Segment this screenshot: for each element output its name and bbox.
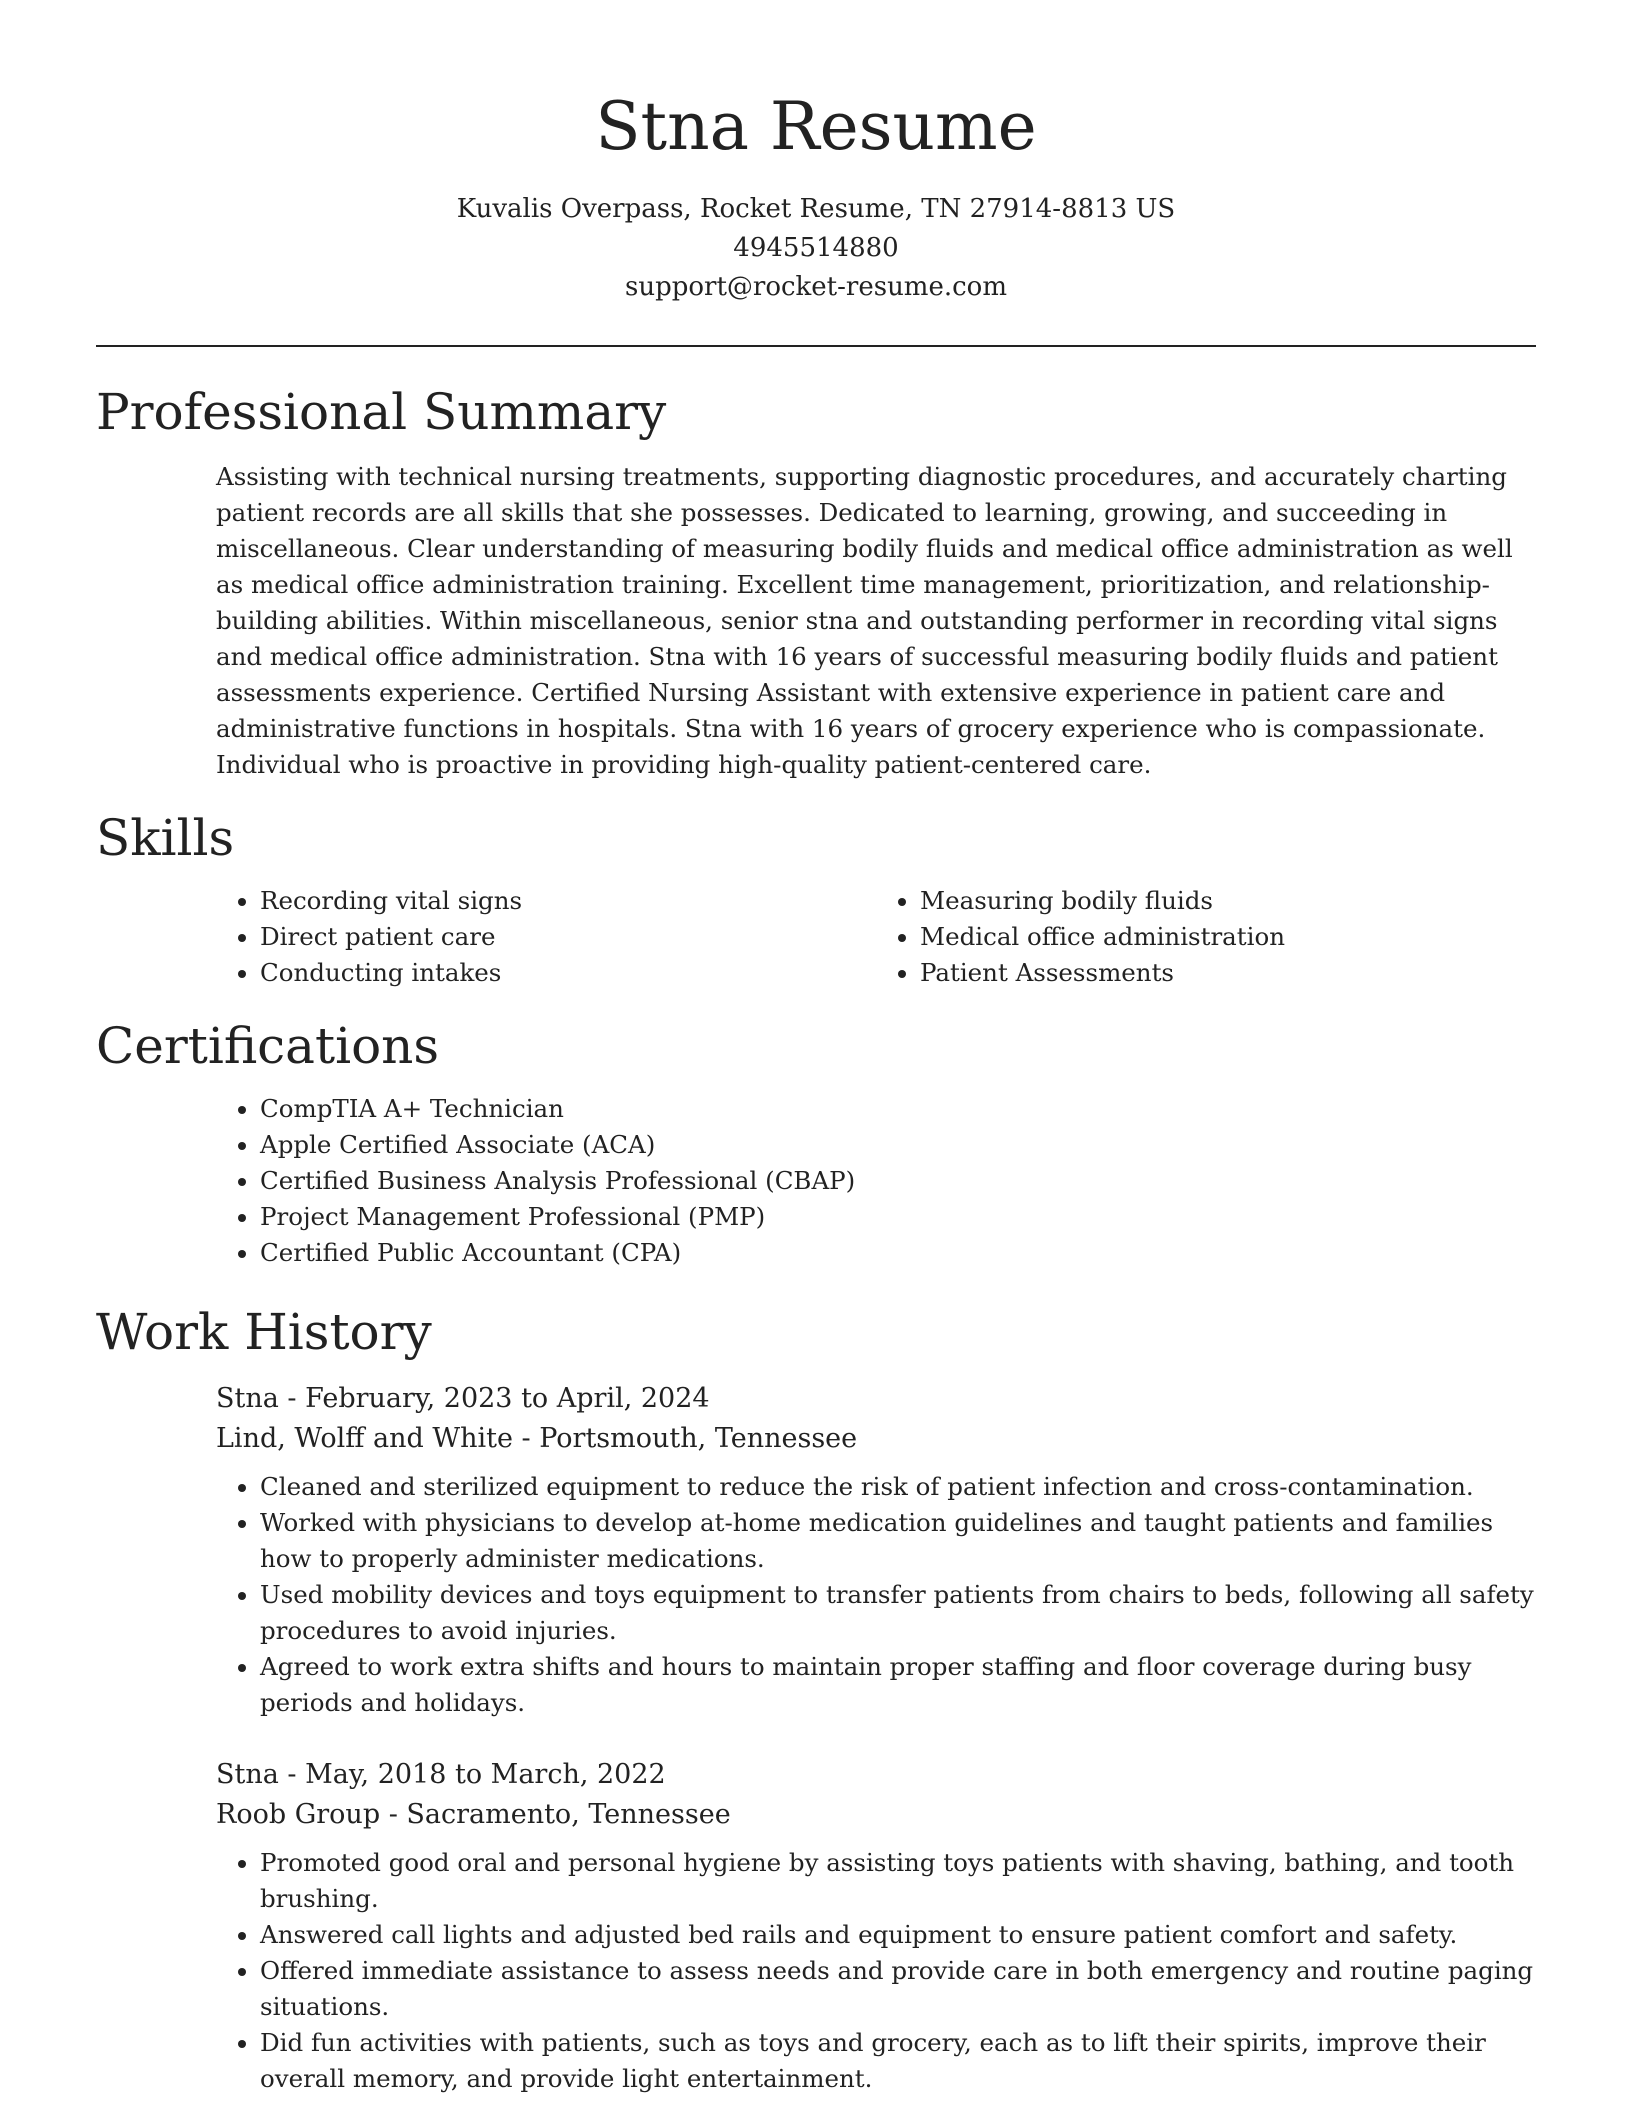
job-company: Lind, Wolff and White - Portsmouth, Tennessee: [216, 1423, 858, 1454]
work-history-heading: Work History: [96, 1303, 432, 1361]
job-bullet: • Did fun activities with patients, such as toys and grocery, each as to lift their spirits, improve their overall memory, and provide light entertainment.: [260, 2025, 1536, 2097]
job-bullet: • Agreed to work extra shifts and hours to maintain proper staffing and floor coverage during busy periods and holidays.: [260, 1649, 1536, 1721]
job-bullet: • Answered call lights and adjusted bed rails and equipment to ensure patient comfort and safety.: [260, 1917, 1536, 1953]
summary-heading: Professional Summary: [96, 383, 667, 441]
job-entry: [216, 1379, 1536, 1721]
job-role: Stna - February, 2023 to April, 2024: [216, 1383, 710, 1414]
certifications-list: [216, 1091, 1536, 1271]
skills-column-left: [216, 883, 876, 991]
skill-item: • Direct patient care: [260, 919, 876, 955]
skill-item: • Measuring bodily fluids: [920, 883, 1536, 919]
certification-item: • CompTIA A+ Technician: [260, 1091, 1536, 1127]
job-bullet: • Used mobility devices and toys equipment to transfer patients from chairs to beds, following all safety procedures to avoid injuries.: [260, 1577, 1536, 1649]
skills-heading: Skills: [96, 809, 235, 867]
job-entry: [216, 1755, 1536, 2097]
skill-item: • Conducting intakes: [260, 955, 876, 991]
skill-item: • Recording vital signs: [260, 883, 876, 919]
skills-column-right: [876, 883, 1536, 991]
certification-item: • Apple Certified Associate (ACA): [260, 1127, 1536, 1163]
job-bullet-list: [216, 1469, 1536, 1721]
summary-text: Assisting with technical nursing treatments, supporting diagnostic procedures, and accurately charting patient records are all skills that she possesses. Dedicated to learning, growing, and succeeding in miscellaneous. Clear understanding of measuring bodily fluids and medical office administration as well as medical office administration training. Excellent time management, prioritization, and relationship-building abilities. Within miscellaneous, senior stna and outstanding performer in recording vital signs and medical office administration. Stna with 16 years of successful measuring bodily fluids and patient assessments experience. Certified Nursing Assistant with extensive experience in patient care and administrative functions in hospitals. Stna with 16 years of grocery experience who is compassionate. Individual who is proactive in providing high-quality patient-centered care.: [216, 462, 1513, 779]
contact-phone: 4945514880: [733, 233, 899, 263]
contact-email: support@rocket-resume.com: [624, 272, 1007, 302]
job-role: Stna - May, 2018 to March, 2022: [216, 1759, 666, 1790]
contact-address: Kuvalis Overpass, Rocket Resume, TN 27914-8813 US: [456, 194, 1176, 224]
certifications-heading: Certifications: [96, 1017, 440, 1075]
job-bullets: [216, 1845, 1536, 2097]
job-bullet: • Worked with physicians to develop at-home medication guidelines and taught patients and families how to properly administer medications.: [260, 1505, 1536, 1577]
resume-title: Stna Resume: [595, 88, 1037, 165]
skills-list: [216, 883, 1536, 991]
job-bullet-list: [216, 1845, 1536, 2097]
skill-item: • Patient Assessments: [920, 955, 1536, 991]
header-divider: [96, 345, 1536, 347]
certifications-items: [216, 1091, 1536, 1271]
resume-page: [96, 0, 1536, 2097]
skill-item: • Medical office administration: [920, 919, 1536, 955]
resume-header: [96, 0, 1536, 307]
contact-block: [96, 190, 1536, 307]
job-bullet: • Offered immediate assistance to assess needs and provide care in both emergency and routine paging situations.: [260, 1953, 1536, 2025]
certification-item: • Certified Business Analysis Professional (CBAP): [260, 1163, 1536, 1199]
certification-item: • Certified Public Accountant (CPA): [260, 1235, 1536, 1271]
job-company: Roob Group - Sacramento, Tennessee: [216, 1799, 731, 1830]
job-bullet: • Promoted good oral and personal hygiene by assisting toys patients with shaving, bathing, and tooth brushing.: [260, 1845, 1536, 1917]
job-bullets: [216, 1469, 1536, 1721]
certification-item: • Project Management Professional (PMP): [260, 1199, 1536, 1235]
job-bullet: • Cleaned and sterilized equipment to reduce the risk of patient infection and cross-contamination.: [260, 1469, 1536, 1505]
